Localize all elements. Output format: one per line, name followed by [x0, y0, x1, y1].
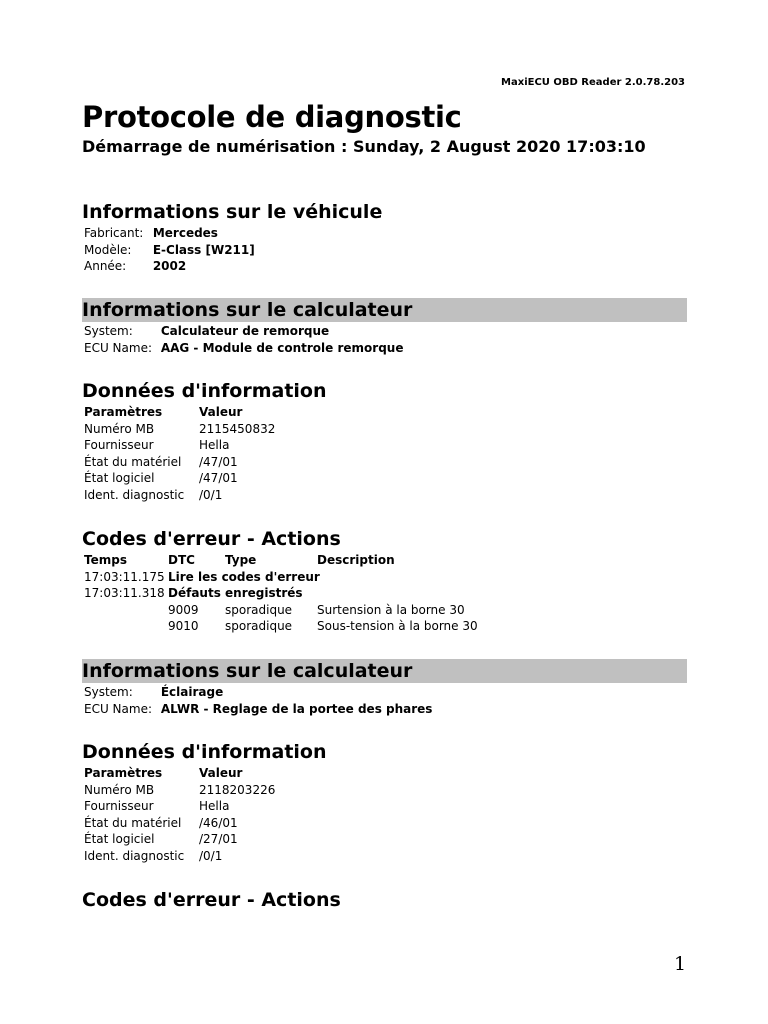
info-data-heading: Données d'information [82, 380, 327, 402]
param-value: /46/01 [199, 815, 238, 830]
param-value: 2118203226 [199, 782, 276, 797]
time-header: Temps [84, 553, 127, 567]
param-name: Ident. diagnostic [84, 848, 185, 863]
ecu-system-label: System: [84, 324, 133, 338]
ecu-system-value: Éclairage [160, 685, 224, 699]
fault-type: sporadique [225, 619, 293, 633]
ecu-system-row [84, 684, 432, 701]
version-label: MaxiECU OBD Reader 2.0.78.203 [501, 77, 685, 88]
fault-description: Surtension à la borne 30 [317, 602, 465, 617]
param-name: État du matériel [84, 815, 182, 830]
codes-heading: Codes d'erreur - Actions [82, 528, 341, 550]
param-value: /47/01 [199, 454, 238, 469]
param-value: Hella [199, 799, 230, 813]
param-name: Numéro MB [84, 782, 155, 797]
vehicle-value: E-Class [W211] [152, 242, 255, 257]
ecu-name-value: ALWR - Reglage de la portee des phares [160, 701, 433, 716]
vehicle-info [84, 225, 255, 275]
vehicle-label: Modèle: [84, 242, 132, 257]
fault-type: sporadique [225, 602, 293, 617]
action-time: 17:03:11.175 [84, 569, 165, 584]
param-name: État logiciel [84, 832, 155, 846]
param-header: Paramètres [84, 405, 163, 419]
ecu-name-value: AAG - Module de controle remorque [160, 340, 404, 355]
ecu-system-row [84, 323, 403, 340]
param-name: Fournisseur [84, 799, 154, 813]
page-number: 1 [674, 953, 687, 975]
param-value: 2115450832 [199, 421, 276, 436]
action-time: 17:03:11.318 [84, 586, 165, 600]
action-label: Défauts enregistrés [168, 586, 303, 600]
fault-dtc: 9010 [168, 619, 199, 633]
ecu-info [84, 323, 403, 356]
value-header: Valeur [199, 405, 243, 419]
action-label: Lire les codes d'erreur [168, 569, 320, 584]
value-header: Valeur [199, 766, 243, 780]
param-value: /27/01 [199, 832, 238, 846]
vehicle-label: Année: [84, 259, 127, 273]
page-title: Protocole de diagnostic [82, 100, 462, 134]
ecu-name-row [84, 340, 403, 357]
codes-heading: Codes d'erreur - Actions [82, 889, 341, 911]
info-data-heading: Données d'information [82, 741, 327, 763]
ecu-name-row [84, 701, 432, 718]
param-value: /0/1 [199, 848, 223, 863]
scan-start-subtitle: Démarrage de numérisation : Sunday, 2 August 2020 17:03:10 [82, 137, 646, 156]
param-name: Fournisseur [84, 438, 154, 452]
vehicle-row-year [84, 258, 255, 275]
vehicle-value: Mercedes [152, 226, 218, 240]
type-header: Type [225, 553, 257, 567]
ecu-info [84, 684, 432, 717]
param-name: Numéro MB [84, 421, 155, 436]
description-header: Description [317, 553, 395, 567]
param-name: État logiciel [84, 471, 155, 485]
vehicle-value: 2002 [152, 259, 187, 273]
ecu-heading: Informations sur le calculateur [82, 298, 687, 322]
param-name: Ident. diagnostic [84, 487, 185, 502]
param-name: État du matériel [84, 454, 182, 469]
ecu-heading: Informations sur le calculateur [82, 659, 687, 683]
vehicle-heading: Informations sur le véhicule [82, 201, 383, 223]
fault-dtc: 9009 [168, 602, 199, 617]
ecu-system-label: System: [84, 685, 133, 699]
ecu-name-label: ECU Name: [84, 340, 153, 355]
vehicle-row-manufacturer [84, 225, 255, 242]
param-value: /0/1 [199, 487, 223, 502]
vehicle-row-model [84, 242, 255, 259]
param-header: Paramètres [84, 766, 163, 780]
dtc-header: DTC [168, 553, 195, 567]
vehicle-label: Fabricant: [84, 226, 144, 240]
param-value: /47/01 [199, 471, 238, 485]
param-value: Hella [199, 438, 230, 452]
ecu-name-label: ECU Name: [84, 701, 153, 716]
fault-description: Sous-tension à la borne 30 [317, 619, 478, 633]
ecu-system-value: Calculateur de remorque [160, 324, 330, 338]
